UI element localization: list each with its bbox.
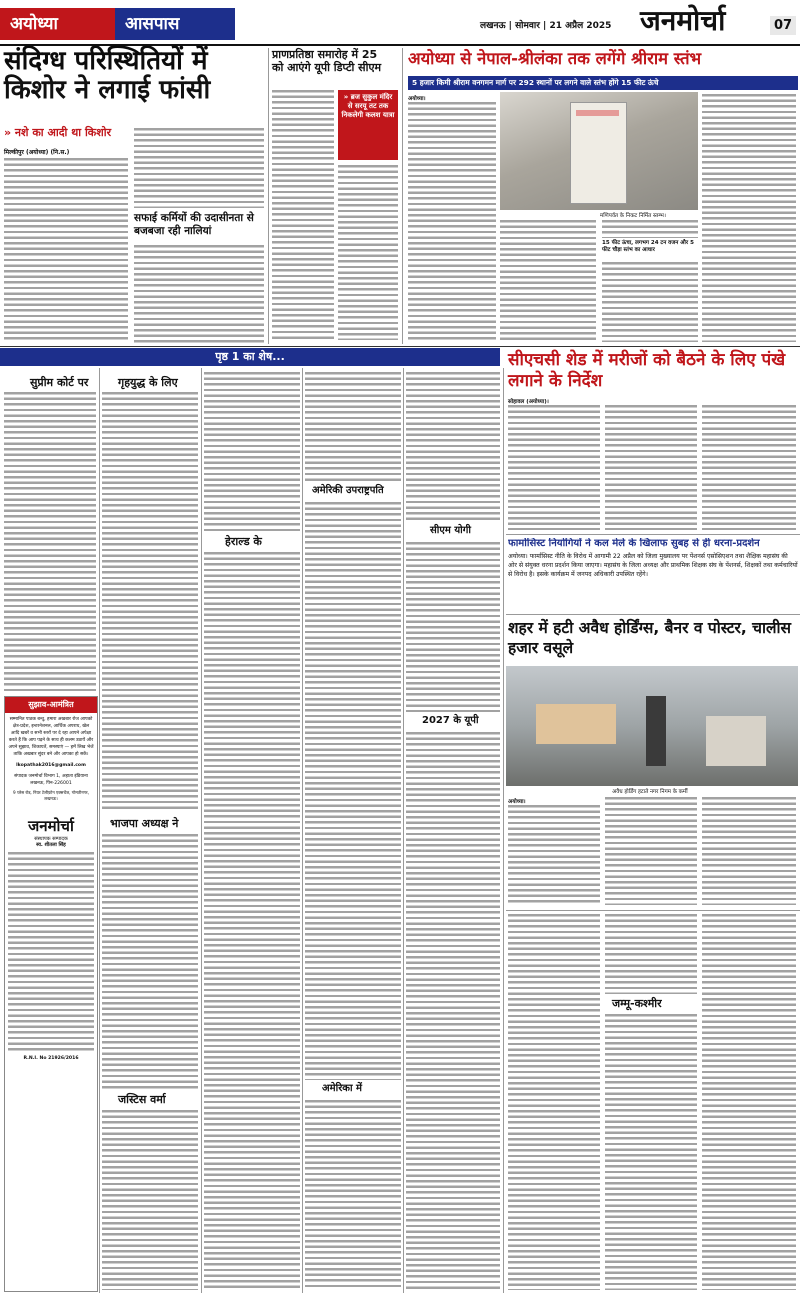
shesh-title: पृष्ठ 1 का शेष...	[215, 350, 285, 363]
story1-kicker: » नशे का आदी था किशोर	[4, 126, 112, 139]
shesh-head-bjp: भाजपा अध्यक्ष ने	[110, 817, 179, 830]
story7-body-col1	[508, 914, 600, 1290]
ad-email[interactable]: lkopathak2016@gmail.com	[16, 763, 86, 768]
story3-body-col3	[602, 220, 698, 238]
shesh-body-america	[305, 1100, 401, 1290]
shesh-body-justice	[102, 1110, 198, 1290]
ad-title-bar	[5, 697, 97, 713]
ad-logo: जनमोर्चा	[28, 817, 74, 835]
story1-subhead: सफाई कर्मियों की उदासीनता से बजबजा रही नालियां	[134, 212, 254, 237]
shesh-body-bjp	[102, 834, 198, 1089]
story3-headline: अयोध्या से नेपाल-श्रीलंका तक लगेंगे श्रीराम स्तंभ	[408, 49, 702, 68]
shesh-body-2027	[406, 732, 500, 1290]
shesh-head-justice: जस्टिस वर्मा	[118, 1093, 166, 1106]
shesh-head-civilwar: गृहयुद्ध के लिए	[118, 376, 178, 389]
story2-body-col2	[338, 165, 398, 340]
shesh-head-vp: अमेरिकी उपराष्ट्रपति	[312, 485, 384, 496]
ad-body: सम्मानित पाठक बन्धु, हमारा अखबार रोज आपको क्षेत्र-प्रदेश, इन्टरनेशनल, आर्थिक अपराध, खेल आदि खबरें व सभी स्तरों पर दे रहा आपने अपेक्षा करते हैं कि आप पढ़ने के साथ ही कलम उठायें और अपने सुझाव, शिकायतें, समस्याएं — हमें लिख भेजें ताकि अखबार सुंदर बने और आपका हो सकें।	[8, 717, 94, 757]
story2-callout-box	[338, 90, 398, 160]
story1-body-col2	[134, 128, 264, 208]
story4-body-col2	[605, 405, 697, 530]
story6-body-col1	[508, 805, 600, 905]
page-number: 07	[770, 16, 796, 35]
story6-body-col2	[605, 797, 697, 905]
story6-caption: अवैध होर्डिंग हटाते नगर निगम के कर्मी	[612, 789, 688, 795]
ad-imprint: स्व. शीतला सिंह	[36, 842, 66, 848]
story1-headline-2: किशोर ने लगाई फांसी	[4, 75, 211, 106]
story1-headline-1: संदिग्ध परिस्थितियों में	[4, 46, 208, 76]
story3-body-col5	[702, 94, 796, 342]
shesh-body-col5a	[406, 372, 500, 522]
story2-headline: प्राणप्रतिष्ठा समारोह में 25 को आएंगे यूपी डिप्टी सीएम	[272, 48, 382, 74]
story5-lead: अयोध्या। फार्मासिस्ट नीति के विरोध में आगामी 22 अप्रैल को जिला मुख्यालय पर पेंशनर्स एसोसिएशन तथा शैक्षिक महासंघ की ओर से संयुक्त धरना प्रदर्शन किया जाएगा। महासंघ के जिला अध्यक्ष और प्राथमिक शिक्षक संघ के पेंशनर्स, शिक्षकों तथा कर्मचारियों से विरोध है। इसके कार्यक्रम में जनपद अधिकारी उपस्थित रहेंगे।	[508, 553, 798, 578]
story3-body-col2	[500, 220, 596, 342]
story3-deck: 5 हजार किमी श्रीराम वनगमन मार्ग पर 292 स्थानों पर लगने वाले स्तंभ होंगे 15 फीट ऊंचे	[412, 78, 659, 87]
shesh-head-herald: हेराल्ड के	[225, 535, 262, 548]
story1-body-col3	[134, 245, 264, 343]
story7-body-col2a	[605, 914, 697, 994]
story7-headline: जम्मू-कश्मीर	[612, 997, 662, 1010]
section-tab-aaspas[interactable]: आसपास	[115, 8, 235, 40]
story4-body-col3	[702, 405, 796, 530]
story6-headline: शहर में हटी अवैध होर्डिंग्स, बैनर व पोस्टर, चालीस हजार वसूले	[508, 619, 792, 657]
story5-headline: फार्मोसिस्ट नियोगियों ने कल मेले के खिलाफ सुबह से ही धरना-प्रदर्शन	[508, 538, 760, 549]
story6-body-col3	[702, 797, 796, 905]
story2-body-col1	[272, 90, 334, 340]
shesh-head-supreme: सुप्रीम कोर्ट पर	[30, 376, 89, 389]
ad-imprint-details	[8, 852, 94, 1052]
shesh-head-2027: 2027 के यूपी	[422, 715, 479, 726]
shesh-banner	[0, 348, 500, 366]
story4-headline: सीएचसी शेड में मरीजों को बैठने के लिए पंखे लगाने के निर्देश	[508, 350, 786, 391]
shesh-head-america: अमेरिका में	[322, 1083, 363, 1094]
shesh-body-vp	[305, 502, 401, 1080]
header-bar	[0, 0, 800, 46]
story6-photo-hoardings	[506, 666, 798, 786]
ad-contact: संपादक जनमोर्चा विभाग 1, अहाता इंडियाना लखनऊ, पिन-226001	[14, 774, 88, 786]
story7-body-col2b	[605, 1014, 697, 1290]
shesh-body-supreme	[4, 392, 96, 692]
story7-body-col3	[702, 914, 796, 1290]
story1-dateline: मिल्कीपुर (अयोध्या) (नि.स.)	[4, 149, 70, 156]
ad-rni: R.N.I. No 21926/2016	[23, 1056, 79, 1061]
shesh-body-civilwar	[102, 392, 198, 812]
dateline: लखनऊ | सोमवार | 21 अप्रैल 2025	[480, 21, 612, 31]
story4-dateline: सोहावल (अयोध्या)।	[508, 399, 549, 405]
story3-body-col1	[408, 102, 496, 342]
story3-highlight: 15 फीट ऊंचा, लगभग 24 टन वजन और 5 फीट चौड़ा स्तंभ का आधार	[602, 240, 694, 253]
shesh-body-col3a	[204, 372, 300, 532]
suggestion-ad-box	[4, 696, 98, 1292]
shesh-body-col4a	[305, 372, 401, 482]
shesh-body-yogi	[406, 542, 500, 712]
masthead-logo: जनमोर्चा	[640, 4, 726, 37]
story3-body-col4	[602, 262, 698, 342]
story3-caption: मणिपर्वत के निकट निर्मित स्तम्भ।	[600, 213, 666, 219]
story4-body-col1	[508, 405, 600, 530]
story3-photo-pillar	[500, 92, 698, 210]
story3-dateline: अयोध्या।	[408, 96, 426, 102]
story3-deck-bar	[408, 76, 798, 90]
section-tab-ayodhya[interactable]: अयोध्या	[0, 8, 120, 40]
story1-body-col1	[4, 158, 128, 343]
ad-title: सुझाव-आमंत्रित	[28, 700, 74, 709]
shesh-body-herald	[204, 552, 300, 1290]
ad-founder: संस्थापक सम्पादक	[34, 836, 68, 842]
story6-dateline: अयोध्या।	[508, 799, 526, 805]
shesh-head-yogi: सीएम योगी	[430, 525, 471, 536]
ad-phone: 9 प्लेस रोड, नियर टेलीफ़ोन एक्सचेंज, गोमतीनगर, लखनऊ।	[13, 790, 89, 801]
story2-callout: » ब्रज सुकुल मंदिर से सरयू तट तक निकलेगी कलश यात्रा	[341, 93, 395, 119]
